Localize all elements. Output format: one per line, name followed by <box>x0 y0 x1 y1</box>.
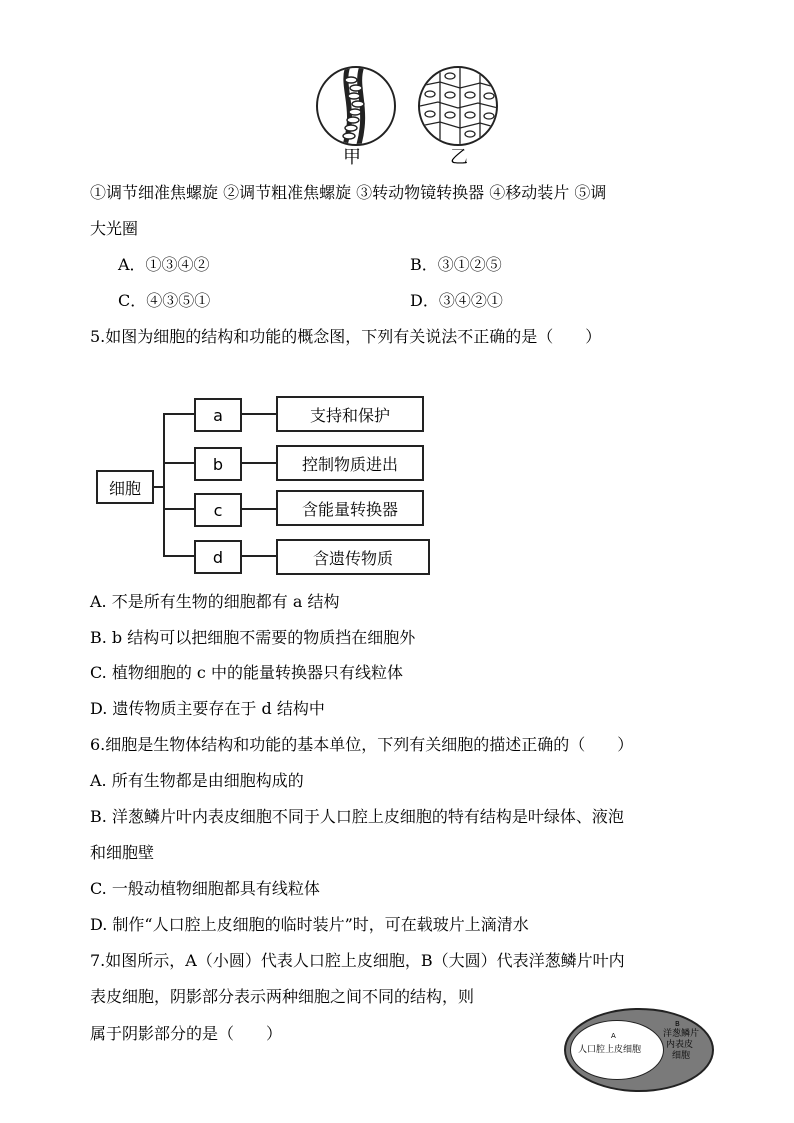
diagram-branch-d <box>163 555 195 557</box>
diagram-branch-a <box>163 413 195 415</box>
venn-b-letter: B <box>675 1020 680 1028</box>
q5-option-b: B. b 结构可以把细胞不需要的物质挡在细胞外 <box>90 628 416 647</box>
function-box-d: 含遗传物质 <box>276 539 430 575</box>
venn-a-label: 人口腔上皮细胞 <box>578 1045 642 1055</box>
q6-option-c: C. 一般动植物细胞都具有线粒体 <box>90 879 320 898</box>
q7-line2: 表皮细胞，阴影部分表示两种细胞之间不同的结构，则 <box>90 987 475 1006</box>
q4-steps-line1: ①调节细准焦螺旋 ②调节粗准焦螺旋 ③转动物镜转换器 ④移动装片 ⑤调 <box>90 183 607 202</box>
q4-option-c: C．④③⑤① <box>118 291 211 310</box>
q7-line3: 属于阴影部分的是（ ） <box>90 1024 283 1043</box>
q7-line1: 7.如图所示，A（小圆）代表人口腔上皮细胞，B（大圆）代表洋葱鳞片叶内 <box>90 951 625 970</box>
function-box-a: 支持和保护 <box>276 396 424 432</box>
diagram-link-b <box>242 462 276 464</box>
diagram-branch-c <box>163 508 195 510</box>
venn-b-label-1: 洋葱鳞片 <box>663 1029 700 1039</box>
diagram-link-a <box>242 413 276 415</box>
function-box-b: 控制物质进出 <box>276 445 424 481</box>
q5-stem: 5.如图为细胞的结构和功能的概念图，下列有关说法不正确的是（ ） <box>90 327 602 346</box>
q5-option-d: D. 遗传物质主要存在于 d 结构中 <box>90 699 325 718</box>
part-box-c: c <box>194 493 242 527</box>
diagram-link-c <box>242 508 276 510</box>
part-box-b: b <box>194 447 242 481</box>
cell-grid-illustration <box>420 68 496 144</box>
q4-steps-line2: 大光圈 <box>90 219 139 238</box>
diagram-trunk <box>163 413 165 557</box>
cell-strand-illustration <box>318 68 394 144</box>
q5-option-c: C. 植物细胞的 c 中的能量转换器只有线粒体 <box>90 663 403 682</box>
q4-option-a: A．①③④② <box>118 255 210 274</box>
q4-option-d: D．③④②① <box>410 291 503 310</box>
microscope-view-jia <box>316 66 396 146</box>
microscope-view-yi <box>418 66 498 146</box>
label-yi: 乙 <box>450 147 468 168</box>
q6-option-d: D. 制作“人口腔上皮细胞的临时装片”时，可在载玻片上滴清水 <box>90 915 529 934</box>
q6-option-b-line2: 和细胞壁 <box>90 843 155 862</box>
diagram-root-box: 细胞 <box>96 470 154 504</box>
part-box-d: d <box>194 540 242 574</box>
q6-stem: 6.细胞是生物体结构和功能的基本单位，下列有关细胞的描述正确的（ ） <box>90 735 634 754</box>
q4-option-b: B．③①②⑤ <box>410 255 502 274</box>
q6-option-b-line1: B. 洋葱鳞片叶内表皮细胞不同于人口腔上皮细胞的特有结构是叶绿体、液泡 <box>90 807 624 826</box>
q5-option-a: A. 不是所有生物的细胞都有 a 结构 <box>90 592 340 611</box>
venn-diagram <box>564 1008 714 1092</box>
venn-a-letter: A <box>611 1032 616 1040</box>
function-box-c: 含能量转换器 <box>276 490 424 526</box>
venn-b-label-3: 细胞 <box>672 1051 691 1061</box>
diagram-branch-b <box>163 462 195 464</box>
diagram-link-d <box>242 555 276 557</box>
venn-b-label-2: 内表皮 <box>666 1040 694 1050</box>
label-jia: 甲 <box>343 147 361 168</box>
q6-option-a: A. 所有生物都是由细胞构成的 <box>90 771 304 790</box>
part-box-a: a <box>194 398 242 432</box>
